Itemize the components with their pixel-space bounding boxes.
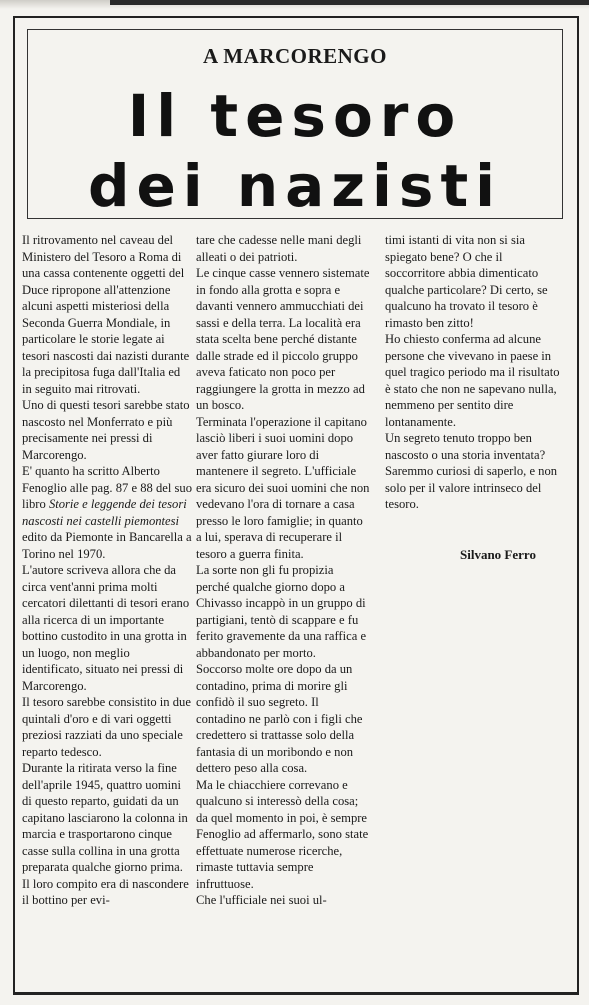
paragraph-with-book-title bbox=[22, 463, 192, 562]
book-title: Storie e leggende dei tesori nascosti nei castelli piemontesi bbox=[22, 497, 187, 528]
article-column-1 bbox=[22, 232, 192, 909]
paragraph: L'autore scriveva allora che da circa vent'anni prima molti cercatori dilettanti di tesori erano alla ricerca di un importante bottino custodito in una grotta in un luogo, non meglio identificato, situato nei pressi di Marcorengo. bbox=[22, 563, 190, 693]
article-title-line-2: dei nazisti bbox=[87, 152, 503, 220]
paragraph: Un segreto tenuto troppo ben nascosto o una storia inventata? Saremmo curiosi di saperlo, e non solo per il valore intrinseco del tesoro. bbox=[385, 431, 558, 511]
paragraph: Ma le chiacchiere correvano e qualcuno si interessò della cosa; da quel momento in poi, è sempre Fenoglio ad affermarlo, sono state effettuate numerose ricerche, rimaste tuttavia sempre infruttuose. bbox=[196, 777, 369, 891]
paragraph: Il loro compito era di nascondere il bottino per evi- bbox=[22, 876, 189, 907]
paragraph-text: edito da Piemonte in Bancarella a Torino nel 1970. bbox=[22, 530, 192, 561]
article-title-line-1: Il tesoro bbox=[127, 82, 463, 150]
paragraph: Il ritrovamento nel caveau del Ministero del Tesoro a Roma di una cassa contenente oggetti del Duce ripropone all'attenzione alcuni aspetti misteriosi della Seconda Guerra Mondiale, in particolare le storie legate ai tesori nascosti dai nazisti durante la precipitosa fuga dall'Italia ed in seguito mai ritrovati. bbox=[22, 233, 190, 396]
article-kicker: A MARCORENGO bbox=[203, 44, 387, 68]
top-rule bbox=[110, 0, 589, 5]
paragraph: Che l'ufficiale nei suoi ul- bbox=[196, 893, 327, 907]
article-column-3 bbox=[385, 232, 563, 513]
article-header bbox=[27, 29, 563, 219]
paragraph: timi istanti di vita non si sia spiegato bene? O che il soccorritore abbia dimenticato qualche particolare? Di certo, se qualcuno ha trovato il tesoro è rimasto ben zitto! bbox=[385, 233, 548, 330]
bottom-rule bbox=[13, 992, 579, 995]
paragraph: Le cinque casse vennero sistemate in fondo alla grotta e sopra e davanti vennero ammucchiati dei sassi e della terra. La località era stata scelta bene perché distante dalle strade ed il piccolo gruppo aveva faticato non poco per raggiungere la grotta in mezzo ad un bosco. bbox=[196, 266, 370, 412]
paragraph: Durante la ritirata verso la fine dell'aprile 1945, quattro uomini di questo reparto, guidati da un capitano lasciarono la colonna in marcia e trasportarono cinque casse sulla collina in una grotta preparata qualche giorno prima. bbox=[22, 761, 188, 874]
paragraph: La sorte non gli fu propizia perché qualche giorno dopo a Chivasso incappò in un gruppo di partigiani, tentò di scappare e fu ferito gravemente da una raffica e abbandonato per morto. bbox=[196, 563, 367, 660]
paragraph: Ho chiesto conferma ad alcune persone che vivevano in paese in quel tragico periodo ma il risultato è stato che non ne sapevano nulla, nemmeno per sentito dire lontanamente. bbox=[385, 332, 560, 429]
author-byline: Silvano Ferro bbox=[460, 547, 536, 562]
paragraph-text: E' quanto ha scritto Alberto Fenoglio alle pag. 87 e 88 del suo libro bbox=[22, 464, 192, 511]
paragraph: tare che cadesse nelle mani degli alleati o dei patrioti. bbox=[196, 233, 362, 264]
paragraph: Terminata l'operazione il capitano lasciò liberi i suoi uomini dopo aver fatto giurare loro di mantenere il segreto. L'ufficiale era sicuro dei suoi uomini che non vedevano l'ora di tornare a casa presso le loro famiglie; in quanto a lui, sperava di recuperare il tesoro a guerra finita. bbox=[196, 414, 370, 561]
article-column-2 bbox=[196, 232, 370, 909]
paragraph: Uno di questi tesori sarebbe stato nascosto nel Monferrato e più precisamente nei pressi di Marcorengo. bbox=[22, 398, 190, 462]
paragraph: Il tesoro sarebbe consistito in due quintali d'oro e di vari oggetti preziosi razziati da uno speciale reparto tedesco. bbox=[22, 695, 191, 759]
paragraph: Soccorso molte ore dopo da un contadino, prima di morire gli confidò il suo segreto. Il contadino ne parlò con i figli che credettero si trattasse solo della fantasia di un moribondo e non dettero peso alla cosa. bbox=[196, 662, 363, 775]
